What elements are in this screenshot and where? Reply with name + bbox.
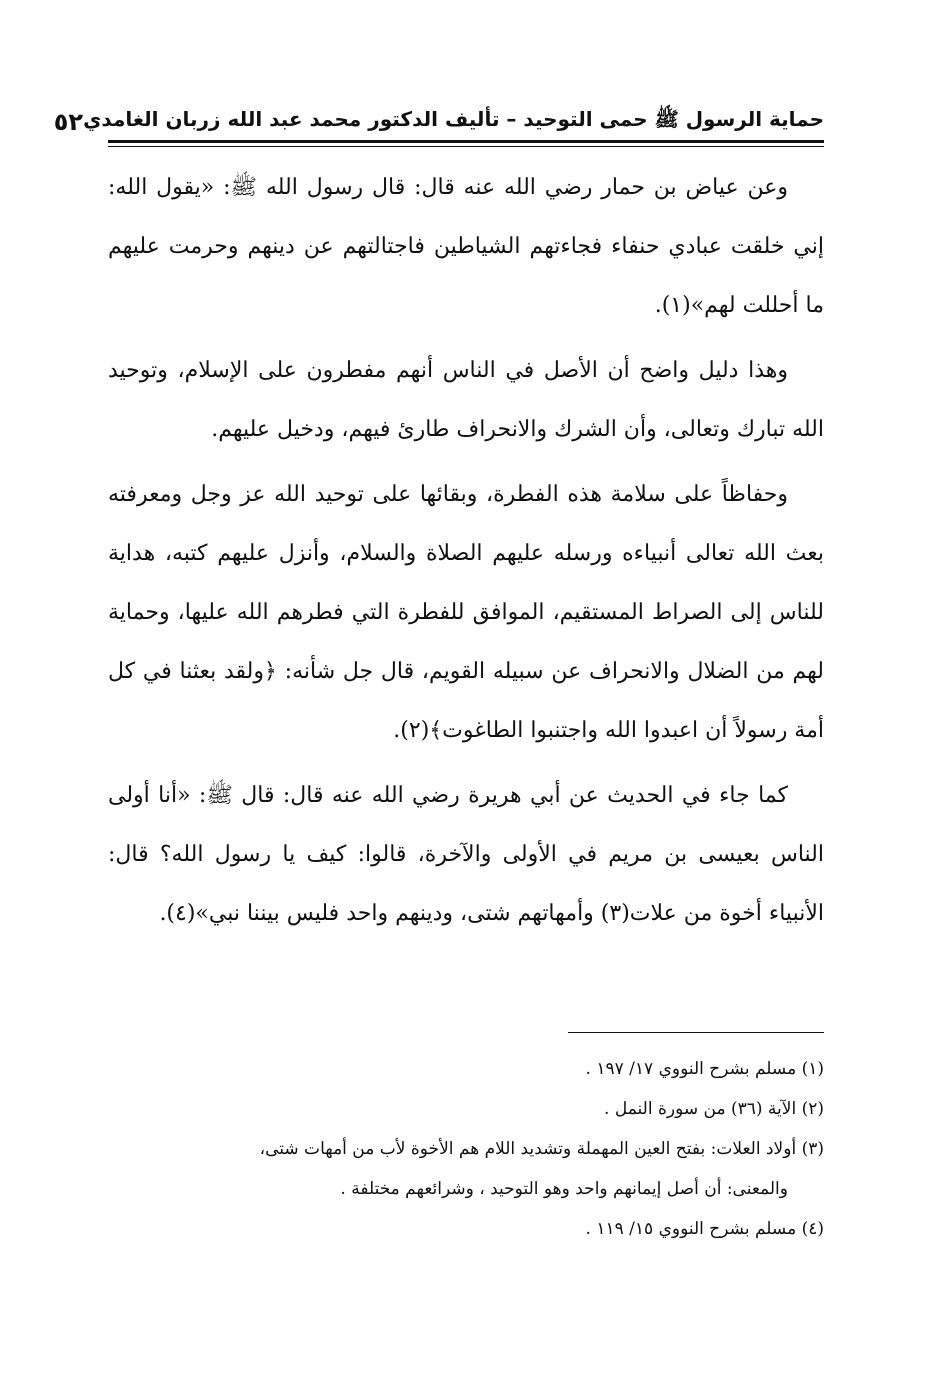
footnote-continuation: والمعنى: أن أصل إيمانهم واحد وهو التوحيد ، وشرائعهم مختلفة . <box>340 1179 788 1199</box>
running-title: حماية الرسول ﷺ حمى التوحيد – تأليف الدكتور محمد عبد الله زربان الغامدي <box>83 107 824 131</box>
main-text <box>108 158 824 949</box>
footnote: (١) مسلم بشرح النووي ١٧/ ١٩٧ . <box>585 1059 824 1079</box>
footnote: (٣) أولاد العلات: بفتح العين المهملة وتشديد اللام هم الأخوة لأب من أمهات شتى، <box>259 1139 824 1159</box>
header-rule-thin <box>108 146 824 147</box>
paragraph: وعن عياض بن حمار رضي الله عنه قال: قال رسول الله ﷺ: «يقول الله: إني خلقت عبادي حنفاء فجاءتهم الشياطين فاجتالتهم عن دينهم وحرمت عليهم ما أحللت لهم»(١). <box>108 175 824 318</box>
footnotes <box>108 1052 824 1252</box>
page-number: ٥٢ <box>53 108 84 136</box>
footnote: (٤) مسلم بشرح النووي ١٥/ ١١٩ . <box>585 1219 824 1239</box>
paragraph: كما جاء في الحديث عن أبي هريرة رضي الله عنه قال: قال ﷺ: «أنا أولى الناس بعيسى بن مريم في الأولى والآخرة، قالوا: كيف يا رسول الله؟ قال: الأنبياء أخوة من علات(٣) وأمهاتهم شتى، ودينهم واحد فليس بيننا نبي»(٤). <box>108 783 824 926</box>
header-rule-thick <box>108 140 824 143</box>
footnote-separator <box>568 1032 824 1033</box>
page-header <box>53 92 824 136</box>
footnote: (٢) الآية (٣٦) من سورة النمل . <box>604 1099 824 1119</box>
paragraph: وهذا دليل واضح أن الأصل في الناس أنهم مفطرون على الإسلام، وتوحيد الله تبارك وتعالى، وأن الشرك والانحراف طارئ فيهم، ودخيل عليهم. <box>108 358 824 442</box>
paragraph: وحفاظاً على سلامة هذه الفطرة، وبقائها على توحيد الله عز وجل ومعرفته بعث الله تعالى أنبياءه ورسله عليهم الصلاة والسلام، وأنزل عليهم كتبه، هداية للناس إلى الصراط المستقيم، الموافق للفطرة التي فطرهم الله عليها، وحماية لهم من الضلال والانحراف عن سبيله القويم، قال جل شأنه: ﴿ولقد بعثنا في كل أمة رسولاً أن اعبدوا الله واجتنبوا الطاغوت﴾(٢). <box>108 482 824 743</box>
